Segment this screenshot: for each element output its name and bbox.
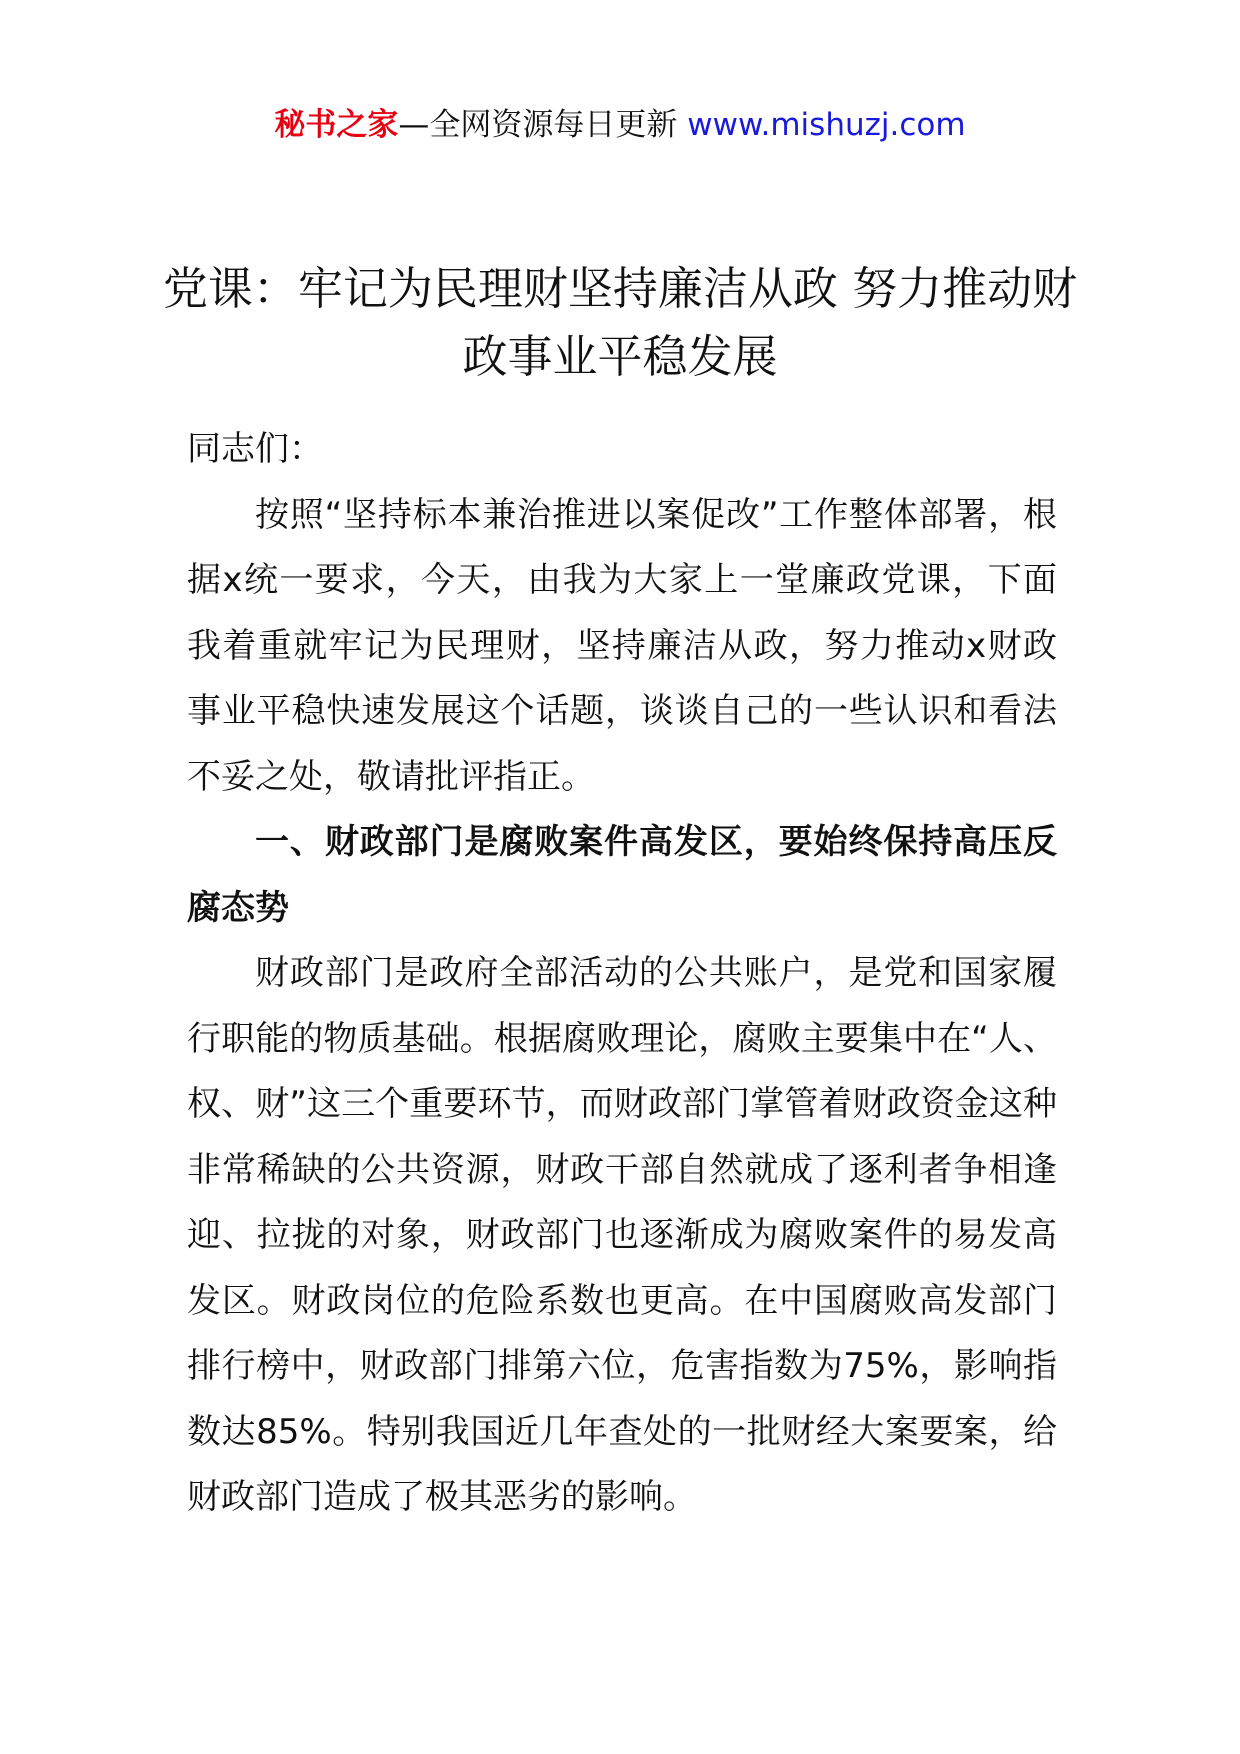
site-url-link[interactable]: www.mishuzj.com (687, 107, 966, 143)
salutation: 同志们： (187, 429, 323, 469)
header-slogan: —全网资源每日更新 (398, 107, 678, 143)
document-body (187, 417, 1057, 1531)
intro-paragraph: 按照“坚持标本兼治推进以案促改”工作整体部署，根据x统一要求，今天，由我为大家上一堂廉政党课，下面我着重就牢记为民理财，坚持廉洁从政，努力推动x财政事业平稳快速发展这个话题，谈谈自己的一些认识和看法不妥之处，敬请批评指正。 (187, 494, 1057, 797)
document-title: 党课：牢记为民理财坚持廉洁从政 努力推动财政事业平稳发展 (162, 262, 1078, 383)
site-header (0, 100, 1240, 150)
brand-name: 秘书之家 (274, 107, 399, 143)
section-paragraph: 财政部门是政府全部活动的公共账户，是党和国家履行职能的物质基础。根据腐败理论，腐败主要集中在“人、权、财”这三个重要环节，而财政部门掌管着财政资金这种非常稀缺的公共资源，财政干部自然就成了逐利者争相逢迎、拉拢的对象，财政部门也逐渐成为腐败案件的易发高发区。财政岗位的危险系数也更高。在中国腐败高发部门排行榜中，财政部门排第六位，危害指数为75%，影响指数达85%。特别我国近几年查处的一批财经大案要案，给财政部门造成了极其恶劣的影响。 (187, 953, 1057, 1517)
section-heading: 一、财政部门是腐败案件高发区，要始终保持高压反腐态势 (187, 822, 1057, 928)
